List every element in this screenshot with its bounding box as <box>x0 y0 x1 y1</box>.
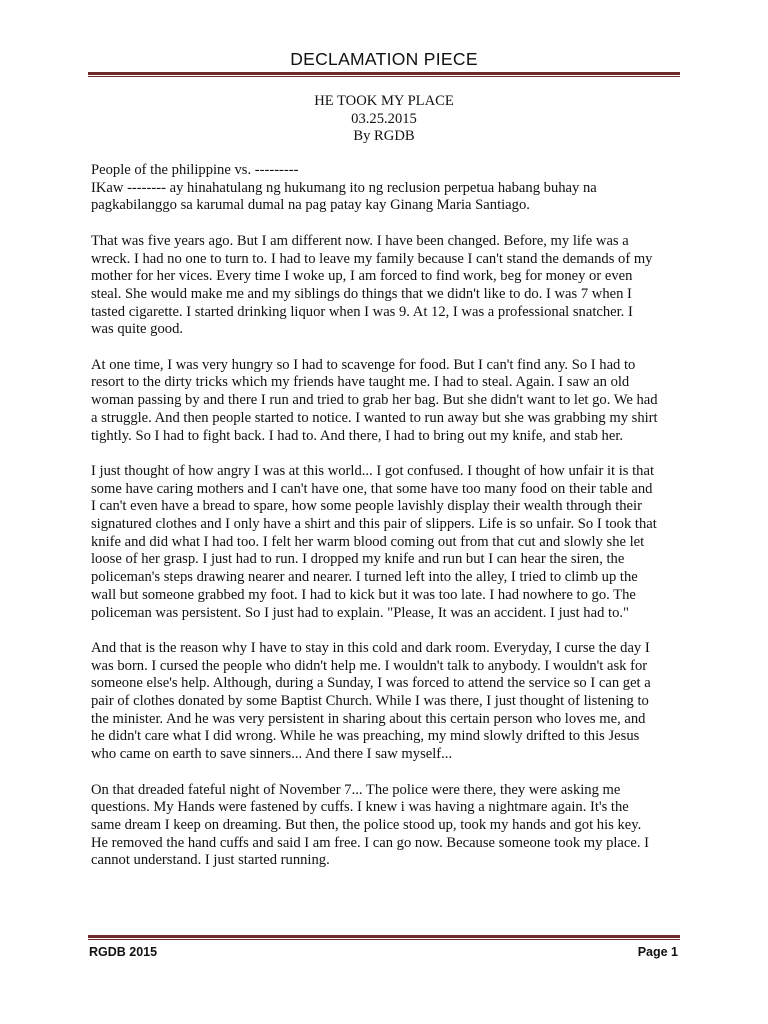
text-line: cannot understand. I just started running. <box>91 852 330 869</box>
page-number: Page 1 <box>637 945 678 959</box>
text-line: the minister. And he was very persistent in sharing about this certain person who loves me, and <box>91 710 646 727</box>
text-line: policeman was persistent. So I just had to explain. "Please, It was an accident. I just had to." <box>91 604 629 621</box>
text-line: tightly. So I had to fight back. I had to. And there, I had to bring out my knife, and stab her. <box>91 427 624 444</box>
text-line: someone else's help. Although, during a Sunday, I was forced to attend the service so I can get a <box>91 675 651 692</box>
text-line: And that is the reason why I have to stay in this cold and dark room. Everyday, I curse the day I <box>91 639 650 656</box>
text-line: he didn't care what I did wrong. While he was preaching, my mind slowly drifted to this Jesus <box>91 728 640 745</box>
footer-rule <box>88 935 680 940</box>
text-line: questions. My Hands were fastened by cuffs. I knew i was having a nightmare again. It's the <box>91 799 629 816</box>
text-line: I just thought of how angry I was at this world... I got confused. I thought of how unfair it is that <box>91 462 654 479</box>
header-rule <box>88 72 680 77</box>
text-line: I can't even have a bread to spare, how some people lavishly display their wealth through their <box>91 498 642 515</box>
text-line: That was five years ago. But I am different now. I have been changed. Before, my life was a <box>91 232 629 249</box>
document-date: 03.25.2015 <box>351 110 417 127</box>
text-line: wall but someone grabbed my foot. I had to kick but it was too late. I had nowhere to go. The <box>91 586 636 603</box>
text-line: woman passing by and there I run and tried to grab her bag. But she didn't want to let go. We had <box>91 392 658 409</box>
text-line: knife and did what I had too. I felt her warm blood coming out from that cut and slowly she let <box>91 533 645 550</box>
text-line: was quite good. <box>91 321 184 338</box>
paragraph <box>91 233 681 339</box>
text-line: resort to the dirty tricks which my friends have taught me. I had to steal. Again. I saw an old <box>91 374 630 391</box>
paragraph <box>91 640 681 764</box>
text-line: signatured clothes and I only have a shirt and this pair of slippers. Life is so unfair. So I took that <box>91 516 657 533</box>
text-line: mother for her vices. Every time I woke up, I am forced to find work, beg for money or even <box>91 268 633 285</box>
text-line: pair of clothes donated by some Baptist Church. While I was there, I just thought of listening to <box>91 693 649 710</box>
document-byline: By RGDB <box>353 128 415 144</box>
text-line: policeman's steps drawing nearer and nearer. I turned left into the alley, I tried to climb up the <box>91 569 638 586</box>
text-line: On that dreaded fateful night of November 7... The police were there, they were asking me <box>91 781 621 798</box>
text-line: some have caring mothers and I can't have one, that some have too many food on their table and <box>91 480 653 497</box>
header-title: DECLAMATION PIECE <box>290 49 478 69</box>
document-heading <box>0 93 768 146</box>
document-title: HE TOOK MY PLACE <box>314 93 454 109</box>
text-line: At one time, I was very hungry so I had to scavenge for food. But I can't find any. So I had to <box>91 356 636 373</box>
paragraph <box>91 782 681 871</box>
footer-left-text: RGDB 2015 <box>89 945 158 959</box>
text-line: People of the philippine vs. --------- <box>91 162 299 178</box>
text-line: steal. She would make me and my siblings do things that we didn't like to do. I was 7 when I <box>91 285 632 302</box>
text-line: tasted cigarette. I started drinking liquor when I was 9. At 12, I was a professional snatcher. I <box>91 303 633 320</box>
text-line: loose of her grasp. I just had to run. I dropped my knife and run but I can hear the siren, the <box>91 551 625 568</box>
text-line: wreck. I had no one to turn to. I had to leave my family because I can't stand the demands of my <box>91 250 653 267</box>
text-line: same dream I keep on dreaming. But then, the police stood up, took my hands and got his key. <box>91 816 642 833</box>
text-line: who came on earth to save sinners... And there I saw myself... <box>91 746 453 763</box>
paragraph <box>91 357 681 446</box>
text-line: He removed the hand cuffs and said I am free. I can go now. Because someone took my place. I <box>91 834 650 851</box>
paragraph <box>91 463 681 622</box>
body-text <box>91 162 681 888</box>
text-line: a struggle. And then people started to notice. I wanted to run away but she was grabbing my shirt <box>91 409 658 426</box>
text-line: IKaw -------- ay hinahatulang ng hukumang ito ng reclusion perpetua habang buhay na <box>91 179 597 196</box>
text-line: pagkabilanggo sa karumal dumal na pag patay kay Ginang Maria Santiago. <box>91 197 530 214</box>
paragraph <box>91 162 681 215</box>
text-line: was born. I cursed the people who didn't help me. I wouldn't talk to anybody. I wouldn't ask for <box>91 657 648 674</box>
